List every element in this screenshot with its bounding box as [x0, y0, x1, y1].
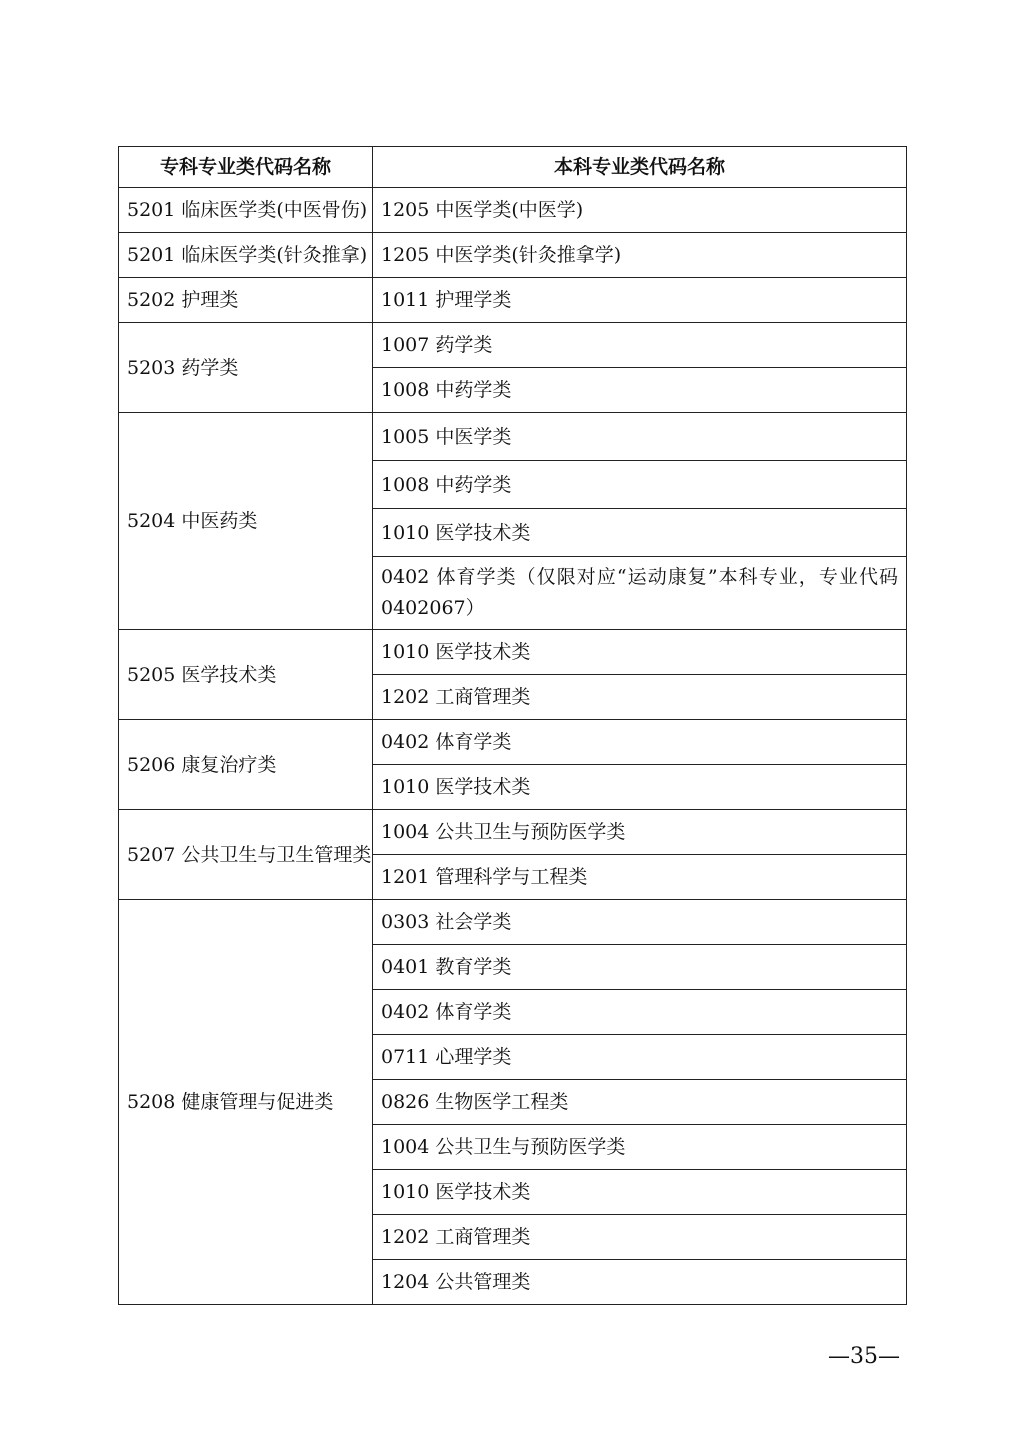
table-row	[119, 323, 907, 368]
bachelor-major-cell: 1010 医学技术类	[373, 630, 907, 675]
bachelor-major-cell: 1205 中医学类(针灸推拿学)	[373, 233, 907, 278]
table-row	[119, 630, 907, 675]
table-row	[119, 413, 907, 461]
associate-major-cell: 5208 健康管理与促进类	[119, 900, 373, 1305]
major-mapping-table	[118, 146, 907, 1305]
bachelor-major-cell: 1005 中医学类	[373, 413, 907, 461]
bachelor-major-cell: 1007 药学类	[373, 323, 907, 368]
bachelor-major-cell: 1008 中药学类	[373, 461, 907, 509]
associate-major-cell: 5201 临床医学类(中医骨伤)	[119, 188, 373, 233]
associate-major-cell: 5203 药学类	[119, 323, 373, 413]
bachelor-major-cell: 0401 教育学类	[373, 945, 907, 990]
bachelor-major-cell: 1011 护理学类	[373, 278, 907, 323]
table-row	[119, 810, 907, 855]
bachelor-major-cell: 0402 体育学类	[373, 990, 907, 1035]
header-associate-major: 专科专业类代码名称	[119, 147, 373, 188]
bachelor-major-cell: 1004 公共卫生与预防医学类	[373, 810, 907, 855]
bachelor-major-cell: 1010 医学技术类	[373, 765, 907, 810]
table-row	[119, 720, 907, 765]
bachelor-major-cell: 1010 医学技术类	[373, 1170, 907, 1215]
table-header-row	[119, 147, 907, 188]
bachelor-major-cell: 1202 工商管理类	[373, 1215, 907, 1260]
associate-major-cell: 5202 护理类	[119, 278, 373, 323]
table-row	[119, 900, 907, 945]
header-bachelor-major: 本科专业类代码名称	[373, 147, 907, 188]
associate-major-cell: 5206 康复治疗类	[119, 720, 373, 810]
bachelor-major-cell: 1204 公共管理类	[373, 1260, 907, 1305]
table-row	[119, 278, 907, 323]
associate-major-cell: 5207 公共卫生与卫生管理类	[119, 810, 373, 900]
bachelor-major-cell: 0402 体育学类（仅限对应“运动康复”本科专业，专业代码 0402067）	[373, 557, 907, 630]
associate-major-cell: 5205 医学技术类	[119, 630, 373, 720]
page-number: —35—	[828, 1344, 900, 1369]
bachelor-major-cell: 0402 体育学类	[373, 720, 907, 765]
table-row	[119, 233, 907, 278]
bachelor-major-cell: 1004 公共卫生与预防医学类	[373, 1125, 907, 1170]
bachelor-major-cell: 0303 社会学类	[373, 900, 907, 945]
table-body	[119, 188, 907, 1305]
associate-major-cell: 5201 临床医学类(针灸推拿)	[119, 233, 373, 278]
bachelor-major-cell: 1205 中医学类(中医学)	[373, 188, 907, 233]
associate-major-cell: 5204 中医药类	[119, 413, 373, 630]
bachelor-major-cell: 0826 生物医学工程类	[373, 1080, 907, 1125]
bachelor-major-cell: 1008 中药学类	[373, 368, 907, 413]
bachelor-major-cell: 1202 工商管理类	[373, 675, 907, 720]
bachelor-major-cell: 1201 管理科学与工程类	[373, 855, 907, 900]
table-row	[119, 188, 907, 233]
bachelor-major-cell: 1010 医学技术类	[373, 509, 907, 557]
bachelor-major-cell: 0711 心理学类	[373, 1035, 907, 1080]
